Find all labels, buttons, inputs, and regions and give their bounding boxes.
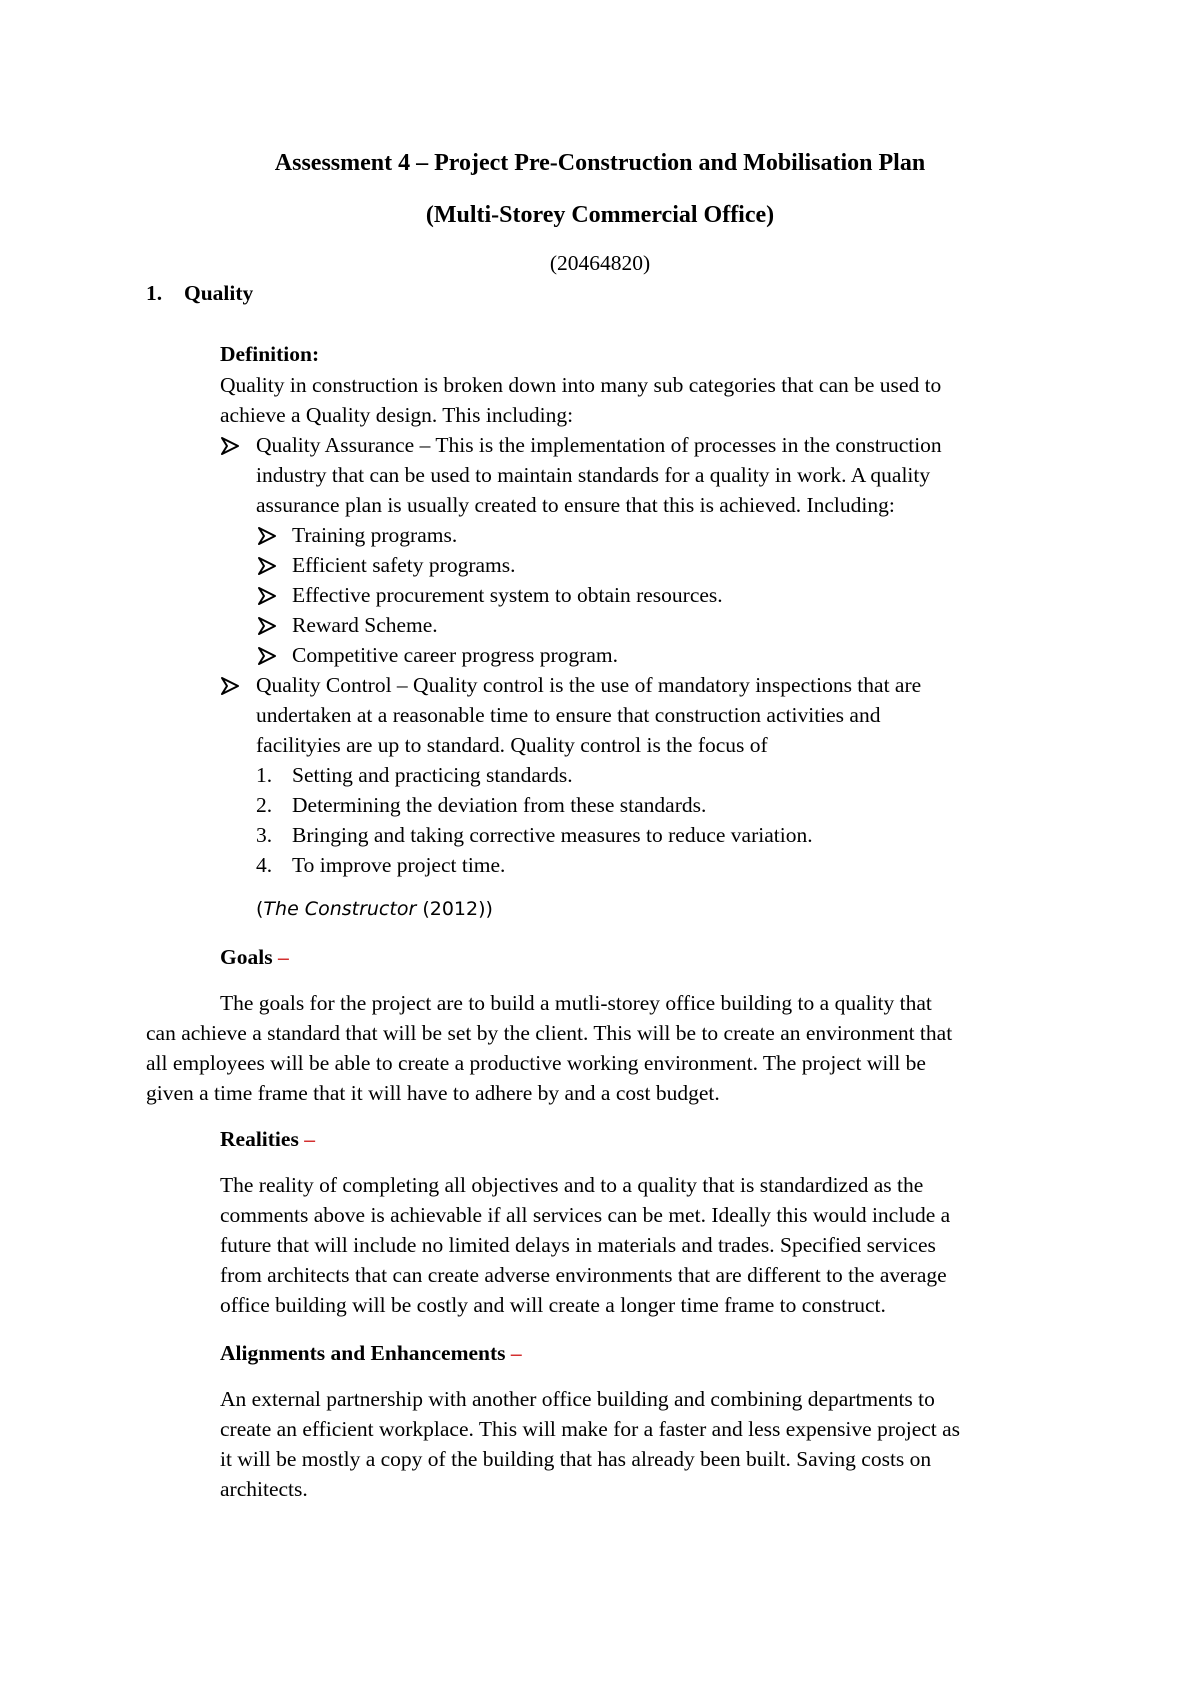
- alignments-paragraph-line: architects.: [220, 1477, 308, 1501]
- qc-item: Bringing and taking corrective measures to reduce variation.: [292, 823, 813, 847]
- qc-line: undertaken at a reasonable time to ensure that construction activities and: [256, 703, 881, 727]
- qc-line: facilityies are up to standard. Quality control is the focus of: [256, 733, 768, 757]
- realities-paragraph-line: from architects that can create adverse environments that are different to the average: [220, 1263, 947, 1287]
- definition-intro-line: achieve a Quality design. This including:: [220, 403, 574, 427]
- qc-item-number: 3.: [256, 823, 273, 847]
- goals-paragraph-line: can achieve a standard that will be set by the client. This will be to create an environment that: [146, 1021, 953, 1045]
- qa-item: Training programs.: [292, 523, 458, 547]
- qc-item-number: 2.: [256, 793, 273, 817]
- realities-paragraph-line: future that will include no limited delays in materials and trades. Specified services: [220, 1233, 936, 1257]
- bullet-arrow-icon: [257, 586, 277, 606]
- qc-item-number: 1.: [256, 763, 273, 787]
- realities-paragraph-line: office building will be costly and will create a longer time frame to construct.: [220, 1293, 886, 1317]
- qa-item: Efficient safety programs.: [292, 553, 516, 577]
- goals-heading: Goals –: [220, 945, 289, 969]
- qc-line: Quality Control – Quality control is the use of mandatory inspections that are: [256, 673, 922, 697]
- qa-item: Competitive career progress program.: [292, 643, 618, 667]
- definition-intro-line: Quality in construction is broken down into many sub categories that can be used to: [220, 373, 942, 397]
- bullet-arrow-icon: [220, 676, 240, 696]
- realities-heading: Realities –: [220, 1127, 315, 1151]
- realities-paragraph-line: The reality of completing all objectives and to a quality that is standardized as the: [220, 1173, 924, 1197]
- section-number: 1.: [146, 281, 163, 305]
- bullet-arrow-icon: [257, 646, 277, 666]
- qc-item-number: 4.: [256, 853, 273, 877]
- alignments-paragraph-line: create an efficient workplace. This will make for a faster and less expensive project as: [220, 1417, 961, 1441]
- qa-item: Reward Scheme.: [292, 613, 438, 637]
- qc-item: Setting and practicing standards.: [292, 763, 573, 787]
- student-id: (20464820): [549, 251, 651, 275]
- document-title: Assessment 4 – Project Pre-Construction and Mobilisation Plan: [274, 150, 926, 176]
- qc-item: To improve project time.: [292, 853, 506, 877]
- bullet-arrow-icon: [257, 616, 277, 636]
- goals-paragraph-line: all employees will be able to create a productive working environment. The project will be: [146, 1051, 926, 1075]
- goals-paragraph-line: The goals for the project are to build a mutli-storey office building to a quality that: [220, 991, 932, 1015]
- definition-heading: Definition:: [220, 342, 320, 366]
- goals-paragraph-line: given a time frame that it will have to adhere by and a cost budget.: [146, 1081, 720, 1105]
- qa-line: industry that can be used to maintain standards for a quality in work. A quality: [256, 463, 931, 487]
- alignments-heading: Alignments and Enhancements –: [220, 1341, 522, 1365]
- bullet-arrow-icon: [257, 556, 277, 576]
- qa-item: Effective procurement system to obtain resources.: [292, 583, 723, 607]
- realities-paragraph-line: comments above is achievable if all services can be met. Ideally this would include a: [220, 1203, 951, 1227]
- bullet-arrow-icon: [257, 526, 277, 546]
- alignments-paragraph-line: An external partnership with another office building and combining departments to: [220, 1387, 935, 1411]
- citation-source: The Constructor: [263, 898, 417, 920]
- qa-line: Quality Assurance – This is the implementation of processes in the construction: [256, 433, 942, 457]
- document-subtitle: (Multi-Storey Commercial Office): [425, 202, 775, 228]
- alignments-paragraph-line: it will be mostly a copy of the building that has already been built. Saving costs on: [220, 1447, 932, 1471]
- section-title: Quality: [184, 281, 254, 305]
- citation: (The Constructor (2012)): [256, 898, 493, 920]
- bullet-arrow-icon: [220, 436, 240, 456]
- qc-item: Determining the deviation from these standards.: [292, 793, 707, 817]
- qa-line: assurance plan is usually created to ensure that this is achieved. Including:: [256, 493, 895, 517]
